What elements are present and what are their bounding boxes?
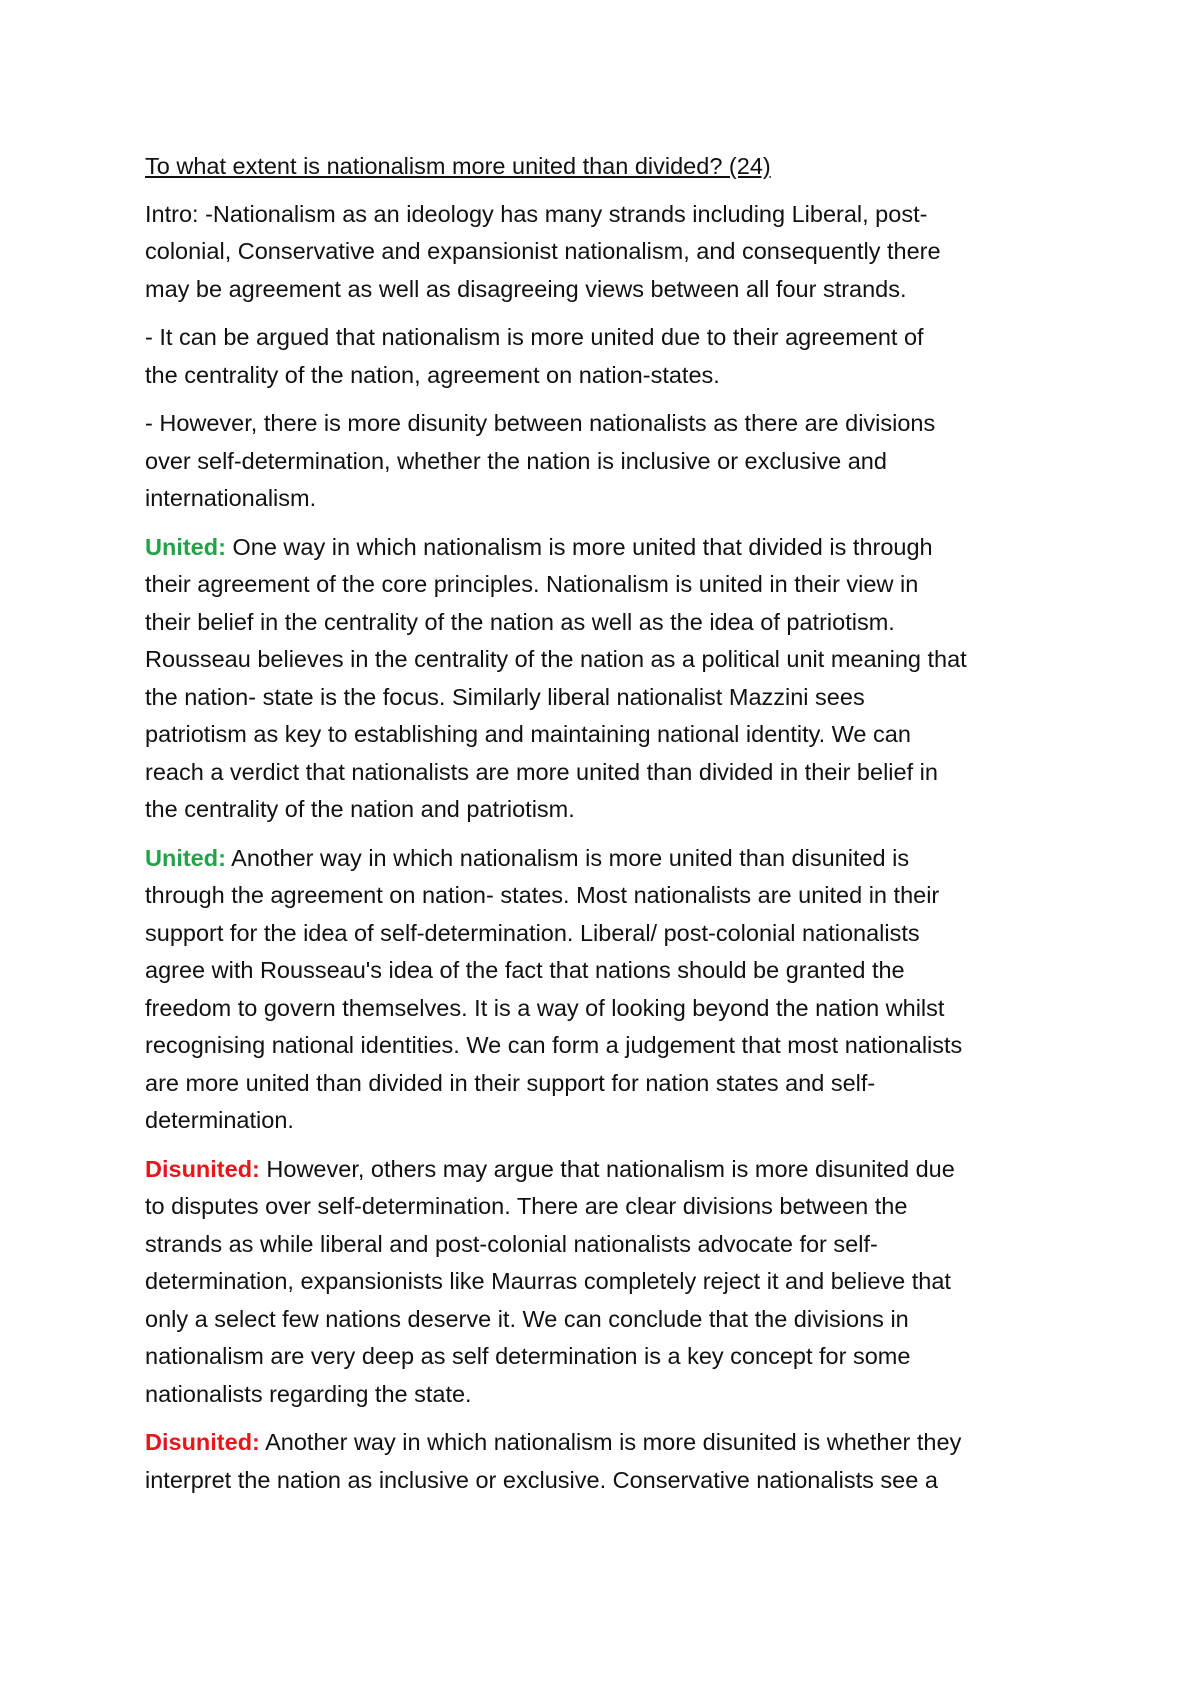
intro-paragraph: [145, 405, 1070, 518]
line-text: One way in which nationalism is more united that divided is through: [225, 533, 933, 560]
paragraph-line: determination.: [145, 1107, 294, 1133]
document-page: [145, 148, 1070, 1510]
paragraph-line: their belief in the centrality of the nation as well as the idea of patriotism.: [145, 608, 895, 635]
line-text: However, others may argue that nationalism is more disunited due: [259, 1155, 955, 1182]
paragraph-line: [145, 1151, 1070, 1189]
paragraph-line: the centrality of the nation and patriotism.: [145, 796, 575, 822]
disunited-label: Disunited:: [145, 1429, 260, 1455]
paragraph-line: through the agreement on nation- states. Most nationalists are united in their: [145, 882, 940, 908]
argument-paragraph: [145, 529, 1070, 829]
paragraph-line: only a select few nations deserve it. We can conclude that the divisions in: [145, 1305, 909, 1332]
paragraph-line: the centrality of the nation, agreement on nation-states.: [145, 361, 720, 388]
paragraph-line: patriotism as key to establishing and maintaining national identity. We can: [145, 721, 911, 747]
united-label: United:: [145, 533, 226, 560]
paragraph-line: nationalists regarding the state.: [145, 1380, 472, 1407]
paragraph-line: Intro: -Nationalism as an ideology has many strands including Liberal, post-: [145, 200, 928, 227]
paragraph-line: internationalism.: [145, 485, 317, 511]
paragraph-line: [145, 1424, 1070, 1462]
paragraph-line: determination, expansionists like Maurras completely reject it and believe that: [145, 1268, 951, 1294]
paragraph-line: interpret the nation as inclusive or exclusive. Conservative nationalists see a: [145, 1466, 938, 1493]
paragraph-line: recognising national identities. We can form a judgement that most nationalists: [145, 1032, 963, 1058]
line-text: Another way in which nationalism is more united than disunited is: [225, 844, 910, 871]
argument-paragraph: [145, 1151, 1070, 1414]
paragraph-line: reach a verdict that nationalists are more united than divided in their belief in: [145, 758, 938, 785]
paragraph-line: may be agreement as well as disagreeing views between all four strands.: [145, 275, 907, 302]
paragraph-line: colonial, Conservative and expansionist nationalism, and consequently there: [145, 238, 941, 264]
paragraph-line: - However, there is more disunity between nationalists as there are divisions: [145, 410, 936, 436]
paragraph-line: strands as while liberal and post-colonial nationalists advocate for self-: [145, 1230, 878, 1257]
paragraph-line: Rousseau believes in the centrality of the nation as a political unit meaning that: [145, 646, 967, 672]
paragraph-line: - It can be argued that nationalism is more united due to their agreement of: [145, 324, 924, 350]
paragraph-line: [145, 529, 1070, 567]
paragraph-line: over self-determination, whether the nation is inclusive or exclusive and: [145, 447, 887, 474]
paragraph-line: [145, 840, 1070, 878]
intro-paragraph: [145, 196, 1070, 309]
argument-paragraph: [145, 1424, 1070, 1499]
paragraph-line: are more united than divided in their support for nation states and self-: [145, 1069, 876, 1096]
essay-title: To what extent is nationalism more united than divided? (24): [145, 153, 771, 179]
paragraph-line: freedom to govern themselves. It is a way of looking beyond the nation whilst: [145, 994, 945, 1021]
paragraph-line: their agreement of the core principles. Nationalism is united in their view in: [145, 571, 919, 597]
argument-paragraph: [145, 840, 1070, 1140]
united-label: United:: [145, 844, 226, 871]
paragraph-line: support for the idea of self-determination. Liberal/ post-colonial nationalists: [145, 919, 920, 946]
paragraph-line: nationalism are very deep as self determination is a key concept for some: [145, 1343, 911, 1369]
paragraph-line: to disputes over self-determination. There are clear divisions between the: [145, 1193, 908, 1219]
paragraph-line: the nation- state is the focus. Similarly liberal nationalist Mazzini sees: [145, 683, 865, 710]
intro-paragraph: [145, 319, 1070, 394]
essay-body: [145, 196, 1070, 1500]
disunited-label: Disunited:: [145, 1155, 260, 1182]
paragraph-line: agree with Rousseau's idea of the fact that nations should be granted the: [145, 957, 905, 983]
line-text: Another way in which nationalism is more disunited is whether they: [259, 1429, 962, 1455]
